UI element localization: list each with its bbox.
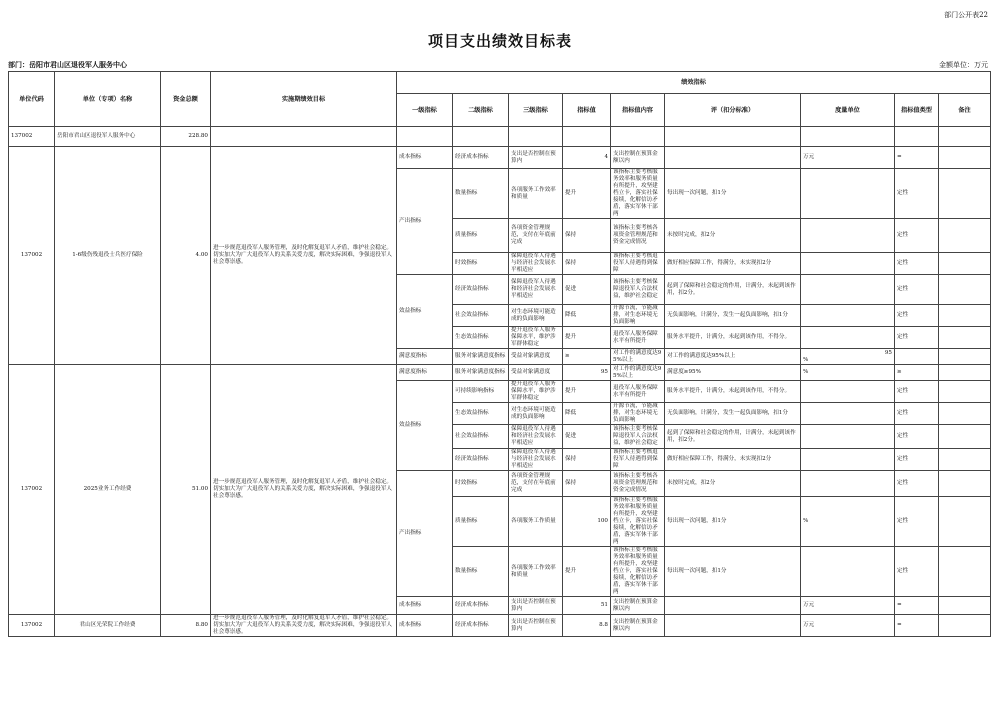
measure-unit xyxy=(801,275,895,305)
remark xyxy=(939,275,991,305)
remark xyxy=(939,615,991,637)
remark xyxy=(939,381,991,403)
col-content: 指标值内容 xyxy=(611,94,665,127)
level3-indicator: 各项服务工作质量 xyxy=(509,497,563,547)
indicator-value: 95 xyxy=(563,365,611,381)
level1-indicator: 产出指标 xyxy=(397,471,453,597)
performance-table xyxy=(8,71,991,637)
project-goal: 进一步规范退役军人服务管理，及时化解复退军人矛盾，维护社会稳定。切实加大为广大退役军人的关系关爱力度，解决实际困难，争强退役军人社会尊崇感。 xyxy=(211,147,397,365)
remark xyxy=(939,147,991,169)
indicator-value: 8.8 xyxy=(563,615,611,637)
project-amount: 51.00 xyxy=(161,365,211,615)
measure-unit: 万元 xyxy=(801,147,895,169)
level2-indicator: 可持续影响指标 xyxy=(453,381,509,403)
level2-indicator: 时效指标 xyxy=(453,253,509,275)
remark xyxy=(939,365,991,381)
indicator-row xyxy=(9,615,991,637)
level2-indicator: 经济成本指标 xyxy=(453,615,509,637)
remark xyxy=(939,547,991,597)
remark xyxy=(939,597,991,615)
indicator-value: 降低 xyxy=(563,403,611,425)
remark xyxy=(939,471,991,497)
level2-indicator: 生态效益指标 xyxy=(453,403,509,425)
level2-indicator: 经济成本指标 xyxy=(453,147,509,169)
scoring-standard: 未按时完成，扣2分 xyxy=(665,471,801,497)
measure-unit: % xyxy=(801,497,895,547)
form-number: 部门公开表22 xyxy=(944,11,988,19)
remark xyxy=(939,449,991,471)
col-score: 评（扣分标准） xyxy=(665,94,801,127)
indicator-value: 提升 xyxy=(563,169,611,219)
project-code: 137002 xyxy=(9,365,55,615)
indicator-content: 该指标主要考核保障退役军人合法权益，维护社会稳定 xyxy=(611,275,665,305)
measure-unit: 万元 xyxy=(801,615,895,637)
indicator-content: 支出控制在预算金额以内 xyxy=(611,615,665,637)
level3-indicator: 支出是否控制在预算内 xyxy=(509,597,563,615)
measure-unit xyxy=(801,169,895,219)
scoring-standard: 未按时完成，扣2分 xyxy=(665,219,801,253)
level3-indicator: 受益对象满意度 xyxy=(509,349,563,365)
scoring-standard xyxy=(665,147,801,169)
level3-indicator: 保障退役军人待遇与经济社会发展水平相适应 xyxy=(509,253,563,275)
remark xyxy=(939,403,991,425)
indicator-value: 促进 xyxy=(563,275,611,305)
indicator-value: 4 xyxy=(563,147,611,169)
project-amount: 8.80 xyxy=(161,615,211,637)
indicator-content: 该指标主要考核退役军人待遇得到保障 xyxy=(611,253,665,275)
indicator-value: 降低 xyxy=(563,305,611,327)
indicator-content: 支出控制在预算金额以内 xyxy=(611,147,665,169)
indicator-value: 保持 xyxy=(563,253,611,275)
level3-indicator: 保障退役军人待遇和经济社会发展水平相适应 xyxy=(509,425,563,449)
measure-unit xyxy=(801,425,895,449)
project-name: 1-6级伤残退役士兵医疗保险 xyxy=(55,147,161,365)
project-goal: 进一步规范退役军人服务管理，及时化解复退军人矛盾，维护社会稳定。切实加大为广大退役军人的关系关爱力度，解决实际困难，争强退役军人社会尊崇感。 xyxy=(211,615,397,637)
indicator-value: ≥ xyxy=(563,349,611,365)
scoring-standard: 做好相应保障工作，得满分，未实现扣2分 xyxy=(665,449,801,471)
remark xyxy=(939,169,991,219)
project-code: 137002 xyxy=(9,615,55,637)
level1-indicator: 满意度指标 xyxy=(397,365,453,381)
indicator-content: 开源节流，节能减排，对生态环境无负面影响 xyxy=(611,403,665,425)
remark xyxy=(939,425,991,449)
remark xyxy=(939,497,991,547)
value-type: 定性 xyxy=(895,253,939,275)
level3-indicator: 保障退役军人待遇和经济社会发展水平相适应 xyxy=(509,275,563,305)
level2-indicator: 经济效益指标 xyxy=(453,449,509,471)
indicator-content: 退役军人服务保障水平有所提升 xyxy=(611,381,665,403)
value-type: 定性 xyxy=(895,547,939,597)
indicator-content: 支出控制在预算金额以内 xyxy=(611,597,665,615)
indicator-row xyxy=(9,147,991,169)
level2-indicator: 社会效益指标 xyxy=(453,425,509,449)
indicator-value: 51 xyxy=(563,597,611,615)
level3-indicator: 对生态环境可能造成的负面影响 xyxy=(509,305,563,327)
indicator-value: 保持 xyxy=(563,449,611,471)
indicator-content: 该指标主要考核保障退役军人合法权益，维护社会稳定 xyxy=(611,425,665,449)
col-value: 指标值 xyxy=(563,94,611,127)
level2-indicator: 数量指标 xyxy=(453,547,509,597)
value-type: 定性 xyxy=(895,169,939,219)
indicator-content: 开源节流，节能减排，对生态环境无负面影响 xyxy=(611,305,665,327)
indicator-value: 提升 xyxy=(563,381,611,403)
cell-code: 137002 xyxy=(9,127,55,147)
level3-indicator: 各项资金管理规范，支付在年底前完成 xyxy=(509,219,563,253)
remark xyxy=(939,327,991,349)
level3-indicator: 各项服务工作效率和质量 xyxy=(509,169,563,219)
indicator-value: 保持 xyxy=(563,219,611,253)
indicator-content: 该指标主要考核服务效率和服务质量有所提升，攻坚建档立卡，落实社保接续，化解信访矛盾，落实军休干部两 xyxy=(611,497,665,547)
scoring-standard: 起到了保障和社会稳定的作用，计满分，未起到该作用，扣2分。 xyxy=(665,275,801,305)
level2-indicator: 服务对象满意度指标 xyxy=(453,349,509,365)
scoring-standard xyxy=(665,597,801,615)
measure-unit: 万元 xyxy=(801,597,895,615)
indicator-content: 对工作的满意度达95%以上 xyxy=(611,349,665,365)
project-name: 2025业务工作经费 xyxy=(55,365,161,615)
value-type: = xyxy=(895,597,939,615)
remark xyxy=(939,305,991,327)
col-name: 单位（专项）名称 xyxy=(55,72,161,127)
scoring-standard xyxy=(665,615,801,637)
col-l2: 二级指标 xyxy=(453,94,509,127)
level2-indicator: 经济效益指标 xyxy=(453,275,509,305)
measure-value: 95 xyxy=(884,349,892,356)
value-type: = xyxy=(895,615,939,637)
scoring-standard: 起到了保障和社会稳定的作用，计满分，未起到该作用，扣2分。 xyxy=(665,425,801,449)
scoring-standard: 服务水平提升，计满分，未起到该作用，不得分。 xyxy=(665,381,801,403)
indicator-content: 该指标主要考核退役军人待遇得到保障 xyxy=(611,449,665,471)
scoring-standard: 无负面影响，计满分，发生一起负面影响，扣1分 xyxy=(665,305,801,327)
level3-indicator: 提升退役军人服务保障水平，维护涉军群体稳定 xyxy=(509,327,563,349)
level2-indicator: 服务对象满意度指标 xyxy=(453,365,509,381)
scoring-standard: 无负面影响，计满分，发生一起负面影响，扣1分 xyxy=(665,403,801,425)
level3-indicator: 支出是否控制在预算内 xyxy=(509,147,563,169)
indicator-content: 对工作的满意度达95%以上 xyxy=(611,365,665,381)
level2-indicator: 生态效益指标 xyxy=(453,327,509,349)
level3-indicator: 支出是否控制在预算内 xyxy=(509,615,563,637)
scoring-standard: 每出现一次问题，扣1分 xyxy=(665,547,801,597)
value-type: 定性 xyxy=(895,403,939,425)
value-type: 定性 xyxy=(895,449,939,471)
scoring-standard: 每出现一次问题，扣1分 xyxy=(665,497,801,547)
value-type: ≥ xyxy=(895,365,939,381)
level2-indicator: 数量指标 xyxy=(453,169,509,219)
project-amount: 4.00 xyxy=(161,147,211,365)
level1-indicator: 效益指标 xyxy=(397,275,453,349)
scoring-standard: 做好相应保障工作，得满分，未实现扣2分 xyxy=(665,253,801,275)
indicator-value: 提升 xyxy=(563,547,611,597)
measure-unit xyxy=(801,327,895,349)
value-type: 定性 xyxy=(895,327,939,349)
level3-indicator: 各项资金管理规范，支付在年底前完成 xyxy=(509,471,563,497)
scoring-standard: 满意度≥95% xyxy=(665,365,801,381)
measure-unit: % xyxy=(801,365,895,381)
indicator-content: 该指标主要考核服务效率和服务质量有所提升，攻坚建档立卡，落实社保接续，化解信访矛盾，落实军休干部两 xyxy=(611,169,665,219)
scoring-standard: 对工作的满意度达95%以上 xyxy=(665,349,801,365)
measure-unit xyxy=(801,449,895,471)
col-l3: 三级指标 xyxy=(509,94,563,127)
level3-indicator: 提升退役军人服务保障水平，维护涉军群体稳定 xyxy=(509,381,563,403)
level2-indicator: 时效指标 xyxy=(453,471,509,497)
col-code: 单位代码 xyxy=(9,72,55,127)
measure-unit xyxy=(801,305,895,327)
level1-indicator: 成本指标 xyxy=(397,597,453,615)
indicator-value: 100 xyxy=(563,497,611,547)
level2-indicator: 质量指标 xyxy=(453,497,509,547)
level3-indicator: 受益对象满意度 xyxy=(509,365,563,381)
measure-unit xyxy=(801,471,895,497)
measure-unit xyxy=(801,547,895,597)
cell-name: 岳阳市君山区退役军人服务中心 xyxy=(55,127,161,147)
amount-unit-label: 金额单位：万元 xyxy=(939,61,988,69)
project-name: 君山区光荣院工作经费 xyxy=(55,615,161,637)
indicator-value: 提升 xyxy=(563,327,611,349)
level1-indicator: 成本指标 xyxy=(397,147,453,169)
indicator-content: 该指标主要考核各项资金管理规范和资金完成情况 xyxy=(611,219,665,253)
col-remark: 备注 xyxy=(939,94,991,127)
remark xyxy=(939,219,991,253)
level1-indicator: 效益指标 xyxy=(397,381,453,471)
value-type: = xyxy=(895,147,939,169)
level3-indicator: 各项服务工作效率和质量 xyxy=(509,547,563,597)
remark xyxy=(939,349,991,365)
value-type: 定性 xyxy=(895,219,939,253)
measure-unit xyxy=(801,253,895,275)
indicator-row xyxy=(9,365,991,381)
col-goal: 实施期绩效目标 xyxy=(211,72,397,127)
indicator-content: 该指标主要考核各项资金管理规范和资金完成情况 xyxy=(611,471,665,497)
measure-unit xyxy=(801,403,895,425)
value-type: 定性 xyxy=(895,471,939,497)
measure-unit-text: % xyxy=(803,356,809,363)
scoring-standard: 服务水平提升，计满分，未起到该作用，不得分。 xyxy=(665,327,801,349)
col-amount: 资金总额 xyxy=(161,72,211,127)
indicator-content: 该指标主要考核服务效率和服务质量有所提升，攻坚建档立卡，落实社保接续，化解信访矛盾，落实军休干部两 xyxy=(611,547,665,597)
col-type: 指标值类型 xyxy=(895,94,939,127)
level1-indicator: 满意度指标 xyxy=(397,349,453,365)
indicator-value: 促进 xyxy=(563,425,611,449)
scoring-standard: 每出现一次问题，扣1分 xyxy=(665,169,801,219)
cell-amount: 228.80 xyxy=(161,127,211,147)
value-type xyxy=(895,349,939,365)
level3-indicator: 保障退役军人待遇与经济社会发展水平相适应 xyxy=(509,449,563,471)
level2-indicator: 社会效益指标 xyxy=(453,305,509,327)
value-type: 定性 xyxy=(895,275,939,305)
col-l1: 一级指标 xyxy=(397,94,453,127)
measure-unit xyxy=(801,219,895,253)
page-title: 项目支出绩效目标表 xyxy=(427,32,572,50)
project-code: 137002 xyxy=(9,147,55,365)
level1-indicator: 成本指标 xyxy=(397,615,453,637)
col-indicators: 绩效指标 xyxy=(397,72,991,94)
value-type: 定性 xyxy=(895,497,939,547)
indicator-content: 退役军人服务保障水平有所提升 xyxy=(611,327,665,349)
value-type: 定性 xyxy=(895,305,939,327)
level2-indicator: 经济成本指标 xyxy=(453,597,509,615)
unit-row xyxy=(9,127,991,147)
col-measure: 度量单位 xyxy=(801,94,895,127)
indicator-value: 保持 xyxy=(563,471,611,497)
department-label: 部门：岳阳市君山区退役军人服务中心 xyxy=(8,60,127,69)
level2-indicator: 质量指标 xyxy=(453,219,509,253)
remark xyxy=(939,253,991,275)
level1-indicator: 产出指标 xyxy=(397,169,453,275)
measure-unit xyxy=(801,381,895,403)
project-goal: 进一步规范退役军人服务管理，及时化解复退军人矛盾，维护社会稳定。切实加大为广大退役军人的关系关爱力度，解决实际困难，争强退役军人社会尊崇感。 xyxy=(211,365,397,615)
value-type: 定性 xyxy=(895,381,939,403)
value-type: 定性 xyxy=(895,425,939,449)
level3-indicator: 对生态环境可能造成的负面影响 xyxy=(509,403,563,425)
measure-unit xyxy=(801,349,895,365)
